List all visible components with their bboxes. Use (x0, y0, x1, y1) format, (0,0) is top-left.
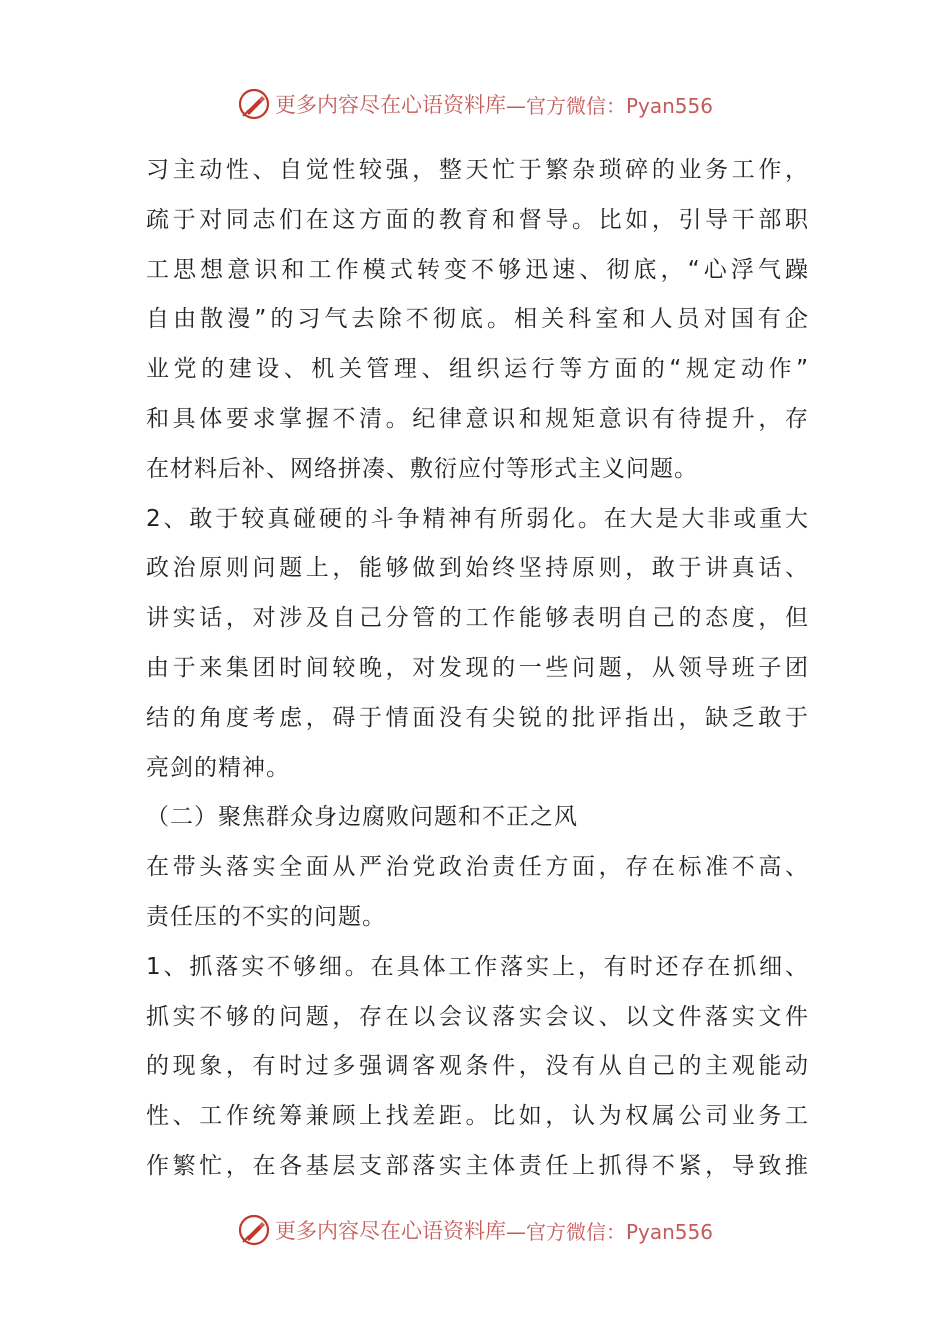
banner-wechat-text: —官方微信：Pyan556 (505, 1219, 713, 1244)
text-line: 结的角度考虑，碍于情面没有尖锐的批评指出，缺乏敢于 (146, 704, 808, 731)
banner-brand-text: 更多内容尽在心语资料库 (274, 93, 506, 117)
text-line: 2、敢于较真碰硬的斗争精神有所弱化。在大是大非或重大 (146, 505, 808, 532)
text-line: 的现象，有时过多强调客观条件，没有从自己的主观能动 (146, 1053, 808, 1080)
text-line: （二）聚焦群众身边腐败问题和不正之风 (146, 804, 578, 831)
banner-wechat-text: —官方微信：Pyan556 (505, 93, 713, 118)
text-line: 讲实话，对涉及自己分管的工作能够表明自己的态度，但 (146, 605, 808, 632)
text-line: 性、工作统筹兼顾上找差距。比如，认为权属公司业务工 (146, 1103, 808, 1130)
text-line: 工思想意识和工作模式转变不够迅速、彻底，“心浮气躁 (146, 256, 808, 283)
text-line: 由于来集团时间较晚，对发现的一些问题，从领导班子团 (146, 654, 808, 681)
banner-brand-text: 更多内容尽在心语资料库 (274, 1219, 506, 1243)
text-line: 1、抓落实不够细。在具体工作落实上，有时还存在抓细、 (146, 953, 808, 980)
text-line: 政治原则问题上，能够做到始终坚持原则，敢于讲真话、 (146, 555, 808, 582)
text-line: 作繁忙，在各基层支部落实主体责任上抓得不紧，导致推 (146, 1152, 808, 1179)
text-line: 习主动性、自觉性较强，整天忙于繁杂琐碎的业务工作， (146, 157, 808, 183)
header-banner (0, 84, 950, 124)
document-body (146, 146, 808, 1192)
text-line: 亮剑的精神。 (146, 754, 290, 781)
text-line: 和具体要求掌握不清。纪律意识和规矩意识有待提升，存 (146, 405, 808, 432)
text-line: 在材料后补、网络拼凑、敷衍应付等形式主义问题。 (146, 455, 698, 482)
text-line: 在带头落实全面从严治党政治责任方面，存在标准不高、 (146, 854, 808, 881)
text-line: 业党的建设、机关管理、组织运行等方面的“规定动作” (146, 356, 808, 383)
text-line: 责任压的不实的问题。 (146, 903, 386, 930)
pen-nib-logo-icon (237, 87, 271, 121)
footer-banner (0, 1210, 950, 1250)
text-line: 自由散漫”的习气去除不彻底。相关科室和人员对国有企 (146, 306, 808, 333)
pen-nib-logo-icon (237, 1213, 271, 1247)
text-line: 疏于对同志们在这方面的教育和督导。比如，引导干部职 (146, 206, 808, 233)
text-line: 抓实不够的问题，存在以会议落实会议、以文件落实文件 (146, 1003, 808, 1030)
